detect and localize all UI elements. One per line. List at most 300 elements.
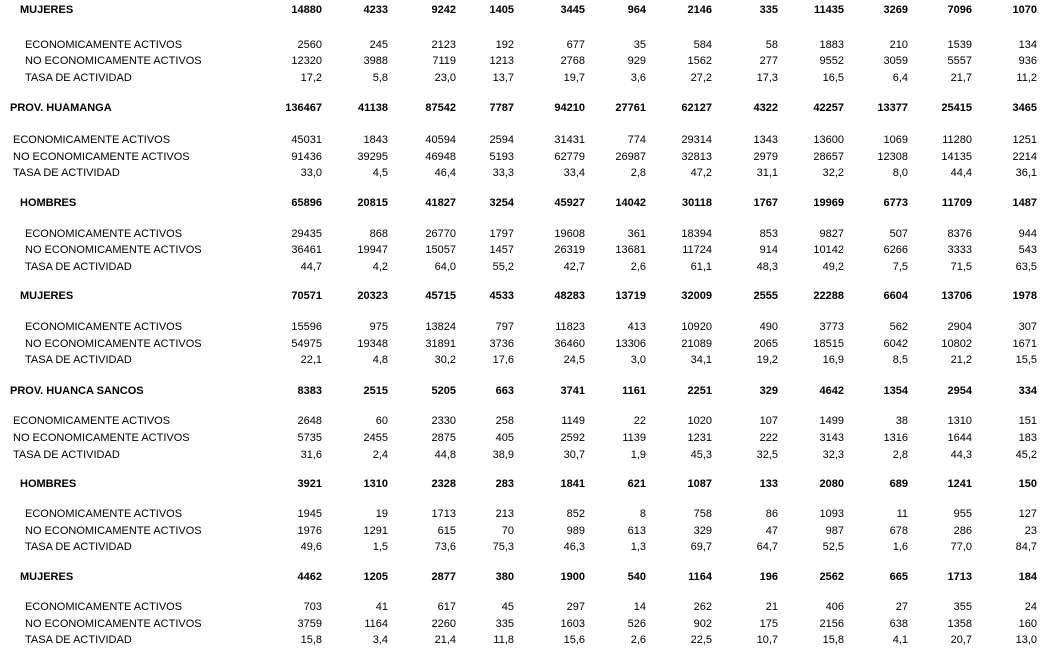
table-row — [0, 243, 1042, 257]
table-cell: 868 — [369, 228, 388, 240]
table-cell: 84,7 — [1015, 541, 1037, 553]
table-cell: 4642 — [819, 385, 844, 397]
table-cell: 30,7 — [563, 449, 585, 461]
table-row — [0, 337, 1042, 351]
table-cell: 3254 — [489, 197, 514, 209]
table-cell: 2555 — [753, 290, 778, 302]
table-cell: 22,1 — [300, 354, 322, 366]
table-cell: 222 — [759, 432, 778, 444]
table-cell: 33,4 — [563, 167, 585, 179]
table-cell: 136467 — [285, 102, 322, 114]
table-cell: 262 — [693, 601, 712, 613]
table-cell: 283 — [495, 478, 514, 490]
table-cell: 3741 — [560, 385, 585, 397]
table-cell: 29314 — [681, 134, 712, 146]
table-cell: 1070 — [1012, 4, 1037, 16]
table-cell: 526 — [627, 618, 646, 630]
table-cell: 929 — [627, 55, 646, 67]
table-row — [0, 150, 1042, 164]
table-cell: 8,5 — [892, 354, 908, 366]
table-cell: 86 — [765, 508, 778, 520]
table-cell: 11709 — [942, 197, 972, 209]
table-cell: 3773 — [819, 321, 844, 333]
table-cell: 3988 — [363, 55, 388, 67]
table-cell: 1767 — [753, 197, 778, 209]
table-cell: 48,3 — [756, 261, 778, 273]
table-cell: 58 — [765, 39, 778, 51]
table-cell: 22 — [633, 415, 646, 427]
table-cell: 562 — [889, 321, 908, 333]
table-cell: 797 — [495, 321, 514, 333]
table-cell: 1,6 — [892, 541, 908, 553]
table-cell: 32813 — [681, 151, 712, 163]
table-cell: 18515 — [813, 338, 844, 350]
table-cell: 45,2 — [1015, 449, 1037, 461]
table-cell: 584 — [693, 39, 712, 51]
table-cell: 47 — [765, 525, 778, 537]
table-cell: 678 — [889, 525, 908, 537]
table-cell: 1562 — [687, 55, 712, 67]
table-cell: 2260 — [431, 618, 456, 630]
table-cell: 914 — [759, 244, 778, 256]
table-cell: 44,3 — [950, 449, 972, 461]
table-cell: 955 — [953, 508, 972, 520]
table-cell: 2,6 — [630, 261, 646, 273]
table-cell: 1205 — [363, 571, 388, 583]
table-cell: 3,4 — [372, 634, 388, 646]
table-row — [0, 320, 1042, 334]
table-cell: 1,5 — [372, 541, 388, 553]
table-cell: 21089 — [681, 338, 712, 350]
table-cell: 62127 — [681, 102, 712, 114]
table-cell: 19969 — [813, 197, 844, 209]
table-cell: 16,9 — [822, 354, 844, 366]
table-cell: 107 — [759, 415, 778, 427]
table-cell: 1358 — [947, 618, 972, 630]
table-row — [0, 133, 1042, 147]
table-cell: 16,5 — [822, 72, 844, 84]
table-cell: 11823 — [555, 321, 585, 333]
table-cell: 55,2 — [492, 261, 514, 273]
row-label: NO ECONOMICAMENTE ACTIVOS — [25, 244, 202, 256]
table-cell: 4,8 — [372, 354, 388, 366]
table-cell: 1,9 — [630, 449, 646, 461]
table-cell: 17,6 — [492, 354, 514, 366]
table-row — [0, 414, 1042, 428]
table-cell: 540 — [627, 571, 646, 583]
table-cell: 245 — [369, 39, 388, 51]
row-label: ECONOMICAMENTE ACTIVOS — [25, 228, 183, 240]
table-cell: 49,2 — [822, 261, 844, 273]
table-cell: 2904 — [947, 321, 972, 333]
table-cell: 71,5 — [950, 261, 972, 273]
table-cell: 286 — [953, 525, 972, 537]
table-cell: 2979 — [753, 151, 778, 163]
row-label: TASA DE ACTIVIDAD — [25, 634, 132, 646]
table-cell: 70 — [501, 525, 514, 537]
row-label: NO ECONOMICAMENTE ACTIVOS — [13, 432, 190, 444]
table-cell: 902 — [693, 618, 712, 630]
table-cell: 9827 — [819, 228, 844, 240]
table-cell: 13,0 — [1015, 634, 1037, 646]
table-cell: 1883 — [819, 39, 844, 51]
table-cell: 31,1 — [756, 167, 778, 179]
table-cell: 5205 — [431, 385, 456, 397]
table-cell: 69,7 — [690, 541, 712, 553]
table-cell: 15,6 — [563, 634, 585, 646]
table-cell: 2648 — [297, 415, 322, 427]
table-row — [0, 260, 1042, 274]
table-cell: 45 — [501, 601, 514, 613]
table-cell: 2875 — [431, 432, 456, 444]
table-cell: 1310 — [363, 478, 388, 490]
table-cell: 75,3 — [492, 541, 514, 553]
table-cell: 1164 — [688, 571, 712, 583]
row-label: HOMBRES — [20, 478, 77, 490]
table-cell: 17,2 — [300, 72, 322, 84]
table-cell: 36461 — [291, 244, 322, 256]
table-cell: 31431 — [554, 134, 585, 146]
row-label: NO ECONOMICAMENTE ACTIVOS — [25, 55, 202, 67]
table-cell: 21 — [765, 601, 778, 613]
table-cell: 8 — [639, 508, 646, 520]
table-cell: 1149 — [561, 415, 585, 427]
table-cell: 663 — [495, 385, 514, 397]
table-row — [0, 431, 1042, 445]
table-cell: 42,7 — [563, 261, 585, 273]
row-label: NO ECONOMICAMENTE ACTIVOS — [25, 338, 202, 350]
province-row — [0, 101, 1042, 115]
table-cell: 936 — [1018, 55, 1037, 67]
table-cell: 36,1 — [1015, 167, 1037, 179]
table-cell: 32,2 — [822, 167, 844, 179]
table-cell: 1539 — [947, 39, 972, 51]
table-cell: 2214 — [1012, 151, 1037, 163]
table-cell: 127 — [1018, 508, 1037, 520]
table-cell: 405 — [495, 432, 514, 444]
table-cell: 2560 — [297, 39, 322, 51]
table-cell: 19 — [375, 508, 388, 520]
table-cell: 49,6 — [300, 541, 322, 553]
table-cell: 4462 — [297, 571, 322, 583]
table-cell: 20323 — [357, 290, 388, 302]
sex-group-row — [0, 570, 1042, 584]
sex-group-row — [0, 196, 1042, 210]
table-cell: 34,1 — [690, 354, 712, 366]
table-cell: 638 — [889, 618, 908, 630]
table-cell: 19947 — [357, 244, 388, 256]
table-cell: 4,2 — [372, 261, 388, 273]
table-cell: 196 — [759, 571, 778, 583]
table-cell: 14880 — [291, 4, 322, 16]
table-cell: 361 — [627, 228, 646, 240]
table-cell: 10,7 — [756, 634, 778, 646]
table-cell: 12320 — [291, 55, 322, 67]
table-cell: 14135 — [941, 151, 972, 163]
table-cell: 8376 — [947, 228, 972, 240]
table-cell: 2877 — [431, 571, 456, 583]
table-cell: 134 — [1018, 39, 1037, 51]
table-cell: 1405 — [489, 4, 514, 16]
row-label: ECONOMICAMENTE ACTIVOS — [25, 601, 183, 613]
table-cell: 13681 — [615, 244, 646, 256]
table-cell: 91436 — [291, 151, 322, 163]
table-cell: 703 — [303, 601, 322, 613]
sex-group-row — [0, 477, 1042, 491]
table-cell: 1797 — [489, 228, 514, 240]
table-cell: 1310 — [947, 415, 972, 427]
table-cell: 2,8 — [892, 449, 908, 461]
table-cell: 1603 — [560, 618, 585, 630]
table-cell: 20815 — [357, 197, 388, 209]
table-cell: 1161 — [622, 385, 646, 397]
table-cell: 31891 — [425, 338, 456, 350]
table-cell: 38 — [895, 415, 908, 427]
table-row — [0, 54, 1042, 68]
table-cell: 2455 — [363, 432, 388, 444]
table-row — [0, 540, 1042, 554]
table-cell: 1976 — [297, 525, 322, 537]
table-cell: 307 — [1018, 321, 1037, 333]
table-cell: 11724 — [682, 244, 712, 256]
table-cell: 22288 — [813, 290, 844, 302]
table-cell: 15,5 — [1015, 354, 1037, 366]
table-cell: 258 — [495, 415, 514, 427]
table-row — [0, 617, 1042, 631]
table-cell: 13824 — [425, 321, 456, 333]
table-cell: 1087 — [687, 478, 712, 490]
table-cell: 13719 — [615, 290, 646, 302]
table-cell: 10920 — [681, 321, 712, 333]
table-cell: 30,2 — [434, 354, 456, 366]
table-cell: 94210 — [554, 102, 585, 114]
table-cell: 21,7 — [950, 72, 972, 84]
table-cell: 3333 — [947, 244, 972, 256]
row-label: HOMBRES — [20, 197, 77, 209]
table-cell: 6042 — [883, 338, 908, 350]
table-cell: 297 — [566, 601, 585, 613]
table-cell: 677 — [566, 39, 585, 51]
table-cell: 24 — [1024, 601, 1037, 613]
table-cell: 11435 — [814, 4, 844, 16]
table-cell: 150 — [1018, 478, 1037, 490]
table-cell: 1499 — [819, 415, 844, 427]
table-cell: 29435 — [291, 228, 322, 240]
table-cell: 26987 — [615, 151, 646, 163]
table-cell: 2328 — [431, 478, 456, 490]
table-row — [0, 227, 1042, 241]
table-cell: 8383 — [297, 385, 322, 397]
table-cell: 26319 — [554, 244, 585, 256]
table-cell: 2562 — [819, 571, 844, 583]
table-cell: 73,6 — [434, 541, 456, 553]
table-cell: 9242 — [431, 4, 456, 16]
table-cell: 1487 — [1012, 197, 1037, 209]
table-cell: 13600 — [813, 134, 844, 146]
table-cell: 40594 — [425, 134, 456, 146]
table-cell: 22,5 — [690, 634, 712, 646]
row-label: TASA DE ACTIVIDAD — [25, 354, 132, 366]
table-cell: 4322 — [753, 102, 778, 114]
table-cell: 944 — [1018, 228, 1037, 240]
table-cell: 1644 — [947, 432, 972, 444]
table-cell: 15057 — [425, 244, 456, 256]
table-cell: 9552 — [819, 55, 844, 67]
table-cell: 192 — [495, 39, 514, 51]
table-cell: 1291 — [363, 525, 388, 537]
table-cell: 11 — [896, 508, 908, 520]
table-cell: 21,2 — [950, 354, 972, 366]
row-label: MUJERES — [20, 4, 74, 16]
table-cell: 2,8 — [630, 167, 646, 179]
table-row — [0, 507, 1042, 521]
table-cell: 380 — [495, 571, 514, 583]
table-cell: 2,4 — [372, 449, 388, 461]
table-row — [0, 600, 1042, 614]
table-cell: 1343 — [753, 134, 778, 146]
table-cell: 5,8 — [372, 72, 388, 84]
table-cell: 15,8 — [300, 634, 322, 646]
table-cell: 46,4 — [434, 167, 456, 179]
table-cell: 32,3 — [822, 449, 844, 461]
table-cell: 1945 — [297, 508, 322, 520]
table-cell: 1093 — [819, 508, 844, 520]
table-cell: 543 — [1018, 244, 1037, 256]
table-cell: 87542 — [425, 102, 456, 114]
table-cell: 5193 — [489, 151, 514, 163]
table-cell: 2954 — [947, 385, 972, 397]
row-label: ECONOMICAMENTE ACTIVOS — [13, 415, 171, 427]
row-label: NO ECONOMICAMENTE ACTIVOS — [25, 525, 202, 537]
table-cell: 28657 — [813, 151, 844, 163]
table-cell: 19348 — [357, 338, 388, 350]
table-cell: 12308 — [877, 151, 908, 163]
row-label: ECONOMICAMENTE ACTIVOS — [25, 39, 183, 51]
table-cell: 2330 — [431, 415, 456, 427]
table-cell: 63,5 — [1015, 261, 1037, 273]
table-cell: 54975 — [291, 338, 322, 350]
table-cell: 613 — [627, 525, 646, 537]
table-cell: 64,7 — [756, 541, 778, 553]
table-cell: 41138 — [358, 102, 388, 114]
table-cell: 1354 — [883, 385, 908, 397]
table-cell: 2123 — [431, 39, 456, 51]
table-row — [0, 353, 1042, 367]
row-label: PROV. HUANCA SANCOS — [10, 385, 144, 397]
table-cell: 3269 — [883, 4, 908, 16]
table-cell: 27,2 — [690, 72, 712, 84]
table-cell: 175 — [759, 618, 778, 630]
table-cell: 47,2 — [690, 167, 712, 179]
table-cell: 11,8 — [493, 634, 514, 646]
table-cell: 1713 — [947, 571, 972, 583]
table-cell: 41827 — [425, 197, 456, 209]
table-cell: 42257 — [813, 102, 844, 114]
row-label: ECONOMICAMENTE ACTIVOS — [25, 508, 183, 520]
table-cell: 20,7 — [950, 634, 972, 646]
table-cell: 48283 — [554, 290, 585, 302]
table-cell: 133 — [759, 478, 778, 490]
table-cell: 45715 — [425, 290, 456, 302]
table-cell: 689 — [889, 478, 908, 490]
table-cell: 7096 — [947, 4, 972, 16]
row-label: NO ECONOMICAMENTE ACTIVOS — [13, 151, 190, 163]
table-cell: 6604 — [883, 290, 908, 302]
table-cell: 2768 — [560, 55, 585, 67]
table-cell: 33,3 — [492, 167, 514, 179]
table-cell: 2146 — [687, 4, 712, 16]
table-cell: 615 — [437, 525, 456, 537]
table-cell: 3,6 — [630, 72, 646, 84]
table-cell: 15,8 — [822, 634, 844, 646]
table-row — [0, 71, 1042, 85]
table-cell: 77,0 — [950, 541, 972, 553]
table-row — [0, 38, 1042, 52]
table-cell: 183 — [1018, 432, 1037, 444]
table-cell: 3143 — [819, 432, 844, 444]
table-cell: 15596 — [291, 321, 322, 333]
row-label: NO ECONOMICAMENTE ACTIVOS — [25, 618, 202, 630]
table-cell: 774 — [627, 134, 646, 146]
table-cell: 45031 — [291, 134, 322, 146]
table-cell: 8,0 — [892, 167, 908, 179]
row-label: TASA DE ACTIVIDAD — [13, 167, 120, 179]
table-cell: 45927 — [554, 197, 585, 209]
table-cell: 44,8 — [434, 449, 456, 461]
table-cell: 3921 — [297, 478, 322, 490]
table-cell: 11280 — [942, 134, 972, 146]
table-cell: 3059 — [883, 55, 908, 67]
table-cell: 1139 — [622, 432, 646, 444]
table-cell: 5557 — [947, 55, 972, 67]
table-cell: 335 — [495, 618, 514, 630]
table-cell: 4,1 — [892, 634, 908, 646]
table-cell: 3759 — [297, 618, 322, 630]
province-row — [0, 384, 1042, 398]
table-cell: 7119 — [432, 55, 456, 67]
table-cell: 44,4 — [950, 167, 972, 179]
table-cell: 27761 — [615, 102, 646, 114]
table-cell: 213 — [495, 508, 514, 520]
table-cell: 17,3 — [756, 72, 778, 84]
table-cell: 1164 — [364, 618, 388, 630]
table-cell: 853 — [759, 228, 778, 240]
table-cell: 38,9 — [492, 449, 514, 461]
table-cell: 14 — [633, 601, 646, 613]
table-cell: 1978 — [1012, 290, 1037, 302]
table-cell: 70571 — [291, 290, 322, 302]
table-cell: 4233 — [363, 4, 388, 16]
table-cell: 52,5 — [822, 541, 844, 553]
table-row — [0, 166, 1042, 180]
table-cell: 13,7 — [492, 72, 514, 84]
table-cell: 975 — [369, 321, 388, 333]
table-cell: 1231 — [687, 432, 712, 444]
table-cell: 1671 — [1012, 338, 1037, 350]
table-cell: 64,0 — [434, 261, 456, 273]
table-cell: 4,5 — [372, 167, 388, 179]
table-cell: 45,3 — [690, 449, 712, 461]
table-cell: 2156 — [819, 618, 844, 630]
table-cell: 25415 — [941, 102, 972, 114]
table-cell: 46948 — [425, 151, 456, 163]
row-label: MUJERES — [20, 571, 74, 583]
table-cell: 1713 — [431, 508, 456, 520]
table-cell: 3736 — [489, 338, 514, 350]
row-label: ECONOMICAMENTE ACTIVOS — [25, 321, 183, 333]
table-cell: 334 — [1018, 385, 1037, 397]
table-cell: 27 — [895, 601, 908, 613]
